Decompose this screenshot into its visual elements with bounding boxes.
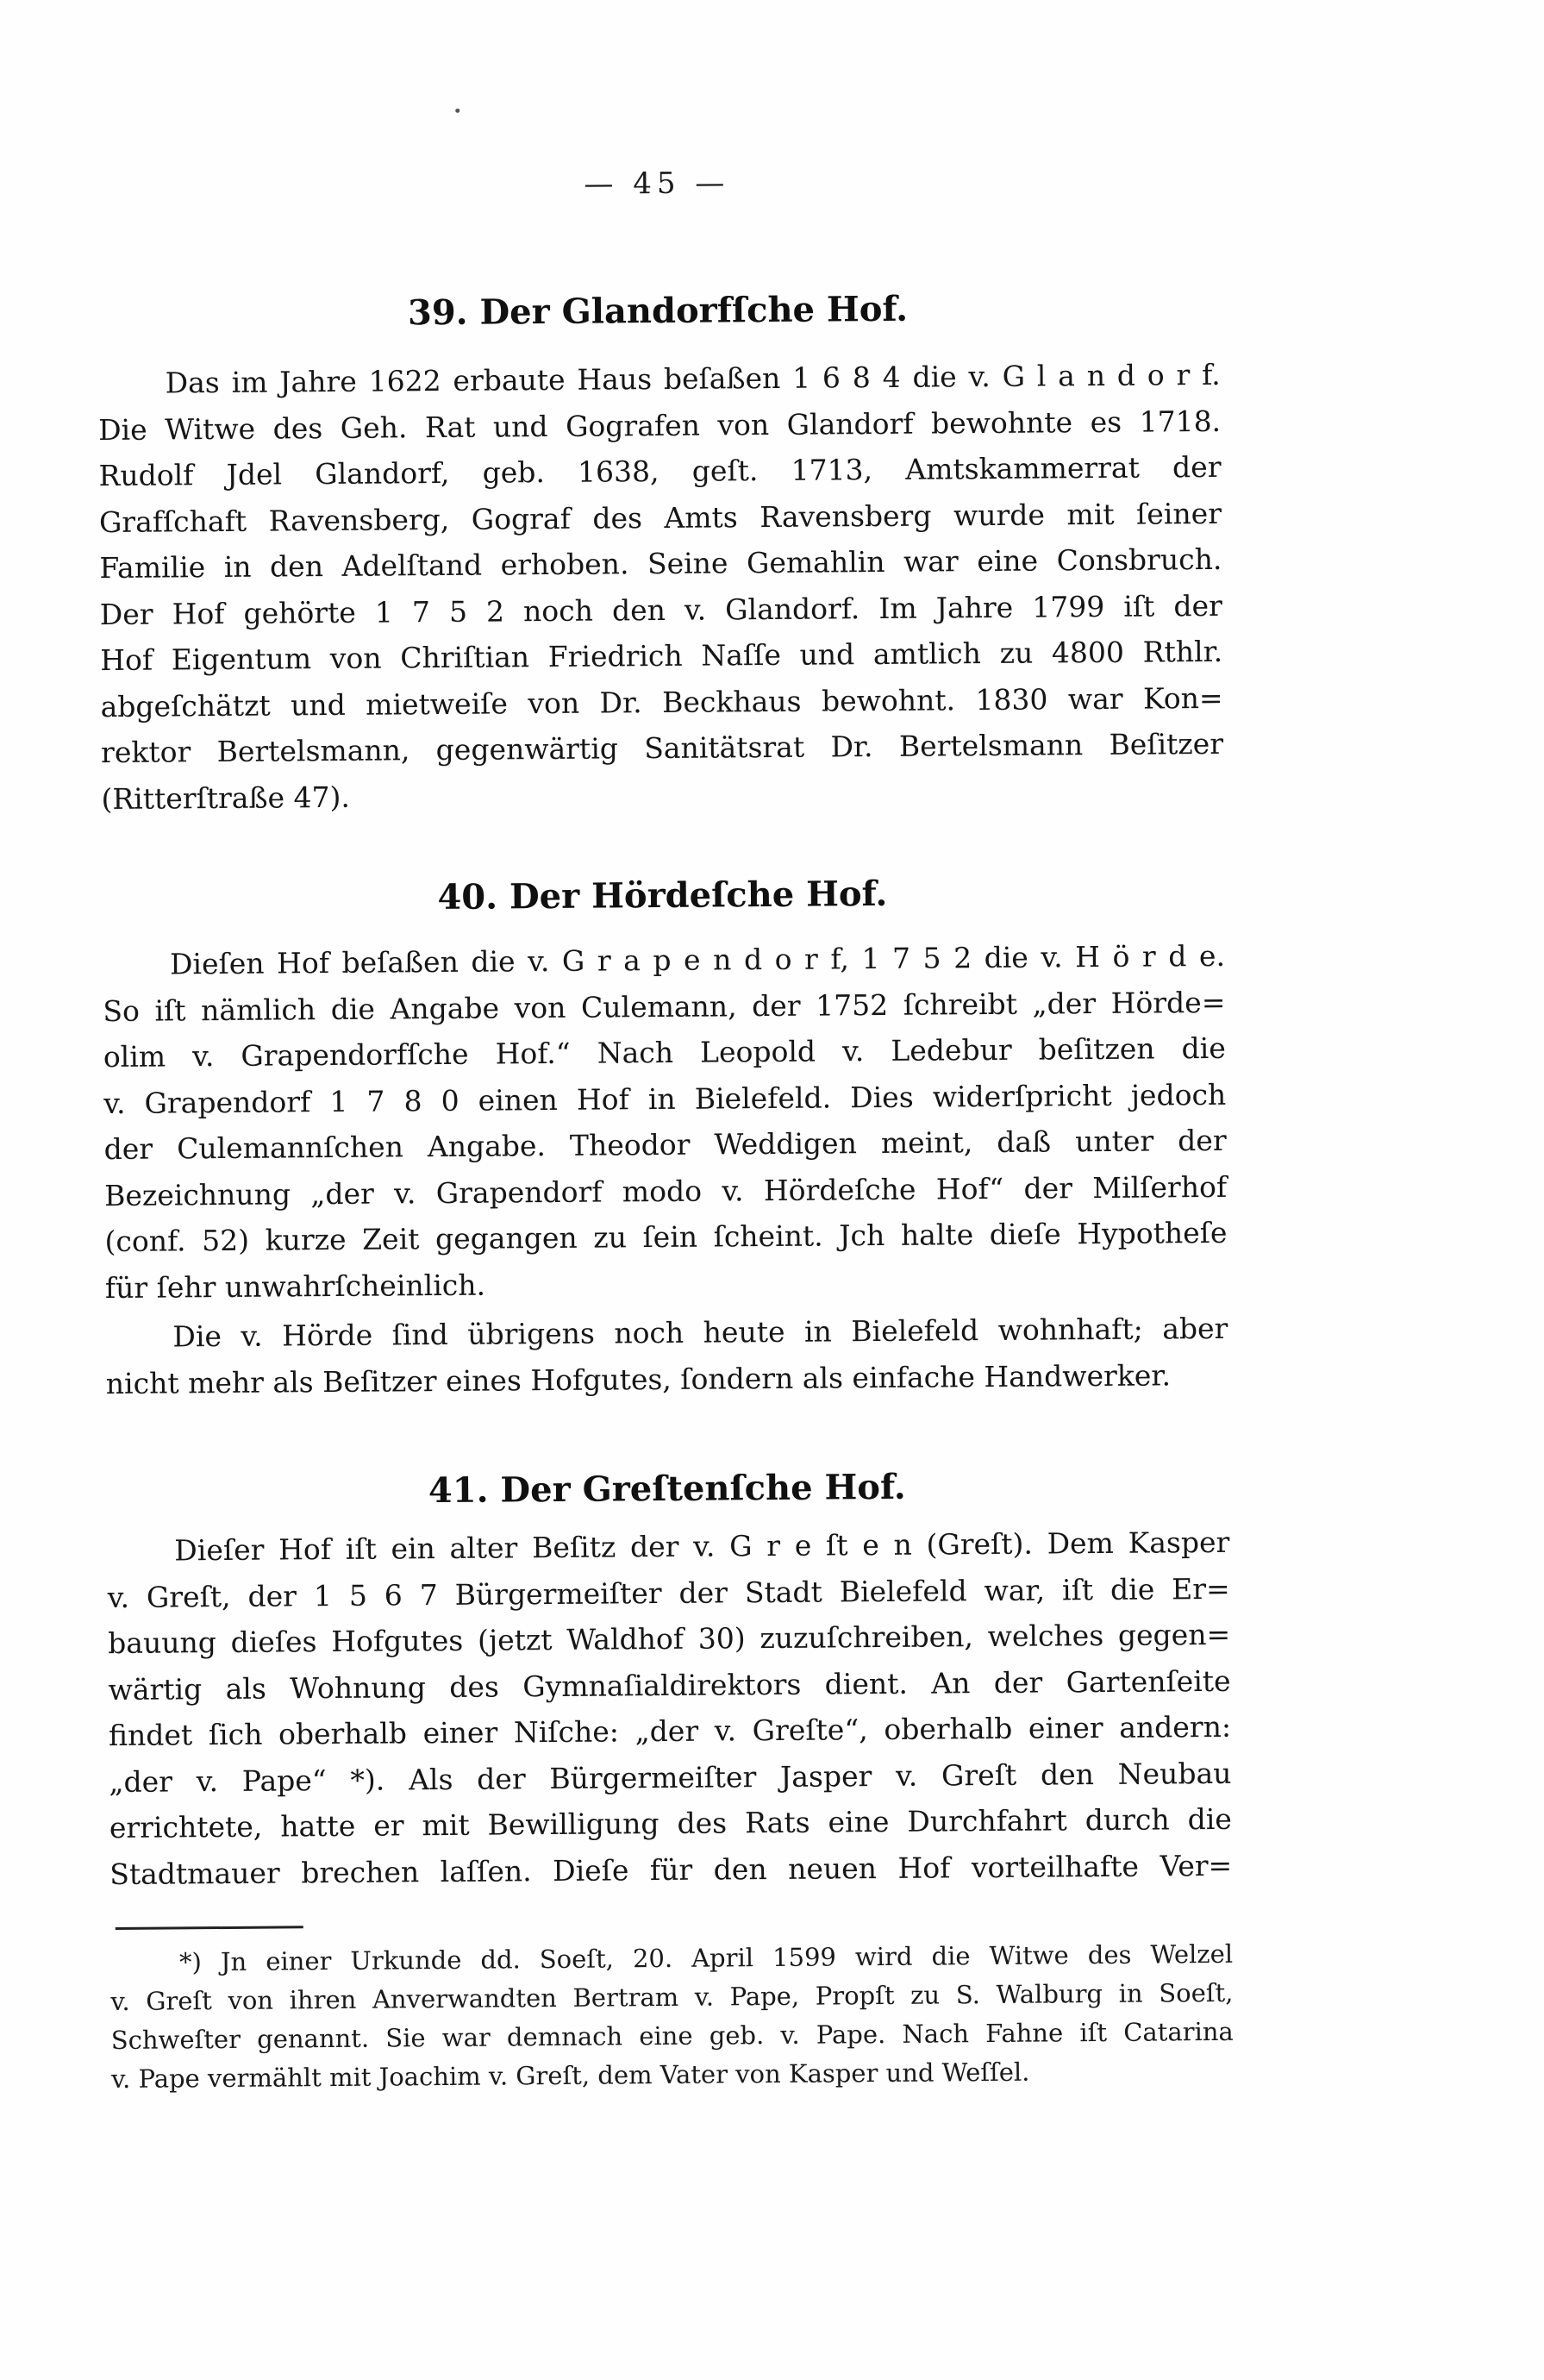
text-line: rektor Bertelsmann, gegenwärtig Sanitätsrat Dr. Bertelsmann Beſitzer — [100, 726, 1224, 770]
text-line: Schweſter genannt. Sie war demnach eine geb. v. Pape. Nach Fahne iſt Catarina — [110, 2016, 1234, 2056]
text-line: „der v. Pape“ *). Als der Bürgermeiſter Jasper v. Greſt den Neubau — [109, 1756, 1232, 1799]
scan-speck — [455, 109, 459, 113]
text-line: Hof Eigentum von Chriſtian Friedrich Naſſe und amtlich zu 4800 Rthlr. — [100, 634, 1223, 678]
footnote — [110, 1935, 1234, 2099]
text-line: *) Jn einer Urkunde dd. Soeſt, 20. April 1599 wird die Witwe des Welzel — [178, 1938, 1234, 1977]
text-line: abgeſchätzt und mietweiſe von Dr. Beckhaus bewohnt. 1830 war Kon= — [100, 680, 1223, 723]
text-line: Der Hof gehörte 1 7 5 2 noch den v. Glandorf. Im Jahre 1799 iſt der — [99, 588, 1222, 631]
text-line: Familie in den Adelſtand erhoben. Seine Gemahlin war eine Consbruch. — [99, 542, 1222, 586]
text-line: für ſehr unwahrſcheinlich. — [104, 1268, 486, 1305]
section-39-paragraph — [98, 352, 1224, 822]
section-heading-41: 41. Der Greſtenſche Hof. — [428, 1466, 906, 1512]
text-line: olim v. Grapendorfſche Hof.“ Nach Leopold v. Ledebur beſitzen die — [103, 1030, 1226, 1074]
text-line: Rudolf Jdel Glandorf, geb. 1638, geſt. 1713, Amtskammerrat der — [98, 449, 1222, 493]
text-line: findet ſich oberhalb einer Niſche: „der v. Greſte“, oberhalb einer andern: — [108, 1709, 1232, 1753]
text-line: der Culemannſchen Angabe. Theodor Weddigen meint, daß unter der — [103, 1123, 1227, 1167]
text-line: Grafſchaft Ravensberg, Gograf des Amts Ravensberg wurde mit ſeiner — [98, 496, 1222, 539]
text-line: Die Witwe des Geh. Rat und Gografen von Glandorf bewohnte es 1718. — [97, 404, 1222, 447]
text-line: v. Grapendorf 1 7 8 0 einen Hof in Bielefeld. Dies widerſpricht jedoch — [103, 1077, 1227, 1120]
text-line: Die v. Hörde ſind übrigens noch heute in Bielefeld wohnhaft; aber — [172, 1311, 1228, 1354]
text-line: Stadtmauer brechen laſſen. Dieſe für den neuen Hof vorteilhafte Ver= — [109, 1848, 1233, 1891]
text-line: errichtete, hatte er mit Bewilligung des Rats eine Durchfahrt durch die — [109, 1801, 1232, 1845]
text-line: v. Greſt von ihren Anverwandten Bertram v. Pape, Propſt zu S. Walburg in Soeſt, — [110, 1977, 1234, 2017]
text-line: Dieſen Hof beſaßen die v. G r a p e n d o r f, 1 7 5 2 die v. H ö r d e. — [169, 938, 1226, 981]
text-line: wärtig als Wohnung des Gymnaſialdirektors dient. An der Gartenſeite — [108, 1663, 1231, 1707]
section-41-paragraph — [107, 1519, 1232, 1897]
text-line: (Ritterſtraße 47). — [101, 780, 351, 816]
text-line: Das im Jahre 1622 erbaute Haus beſaßen 1 6 8 4 die v. G l a n d o r f. — [165, 357, 1221, 400]
section-40-paragraph-2 — [105, 1306, 1228, 1406]
text-line: v. Greſt, der 1 5 6 7 Bürgermeiſter der Stadt Bielefeld war, iſt die Er= — [107, 1571, 1230, 1614]
text-line: bauung dieſes Hofgutes (jetzt Waldhof 30) zuzuſchreiben, welches gegen= — [108, 1617, 1231, 1661]
text-line: So iſt nämlich die Angabe von Culemann, der 1752 ſchreibt „der Hörde= — [103, 985, 1226, 1028]
text-line: Dieſer Hof iſt ein alter Beſitz der v. G r e ſt e n (Greſt). Dem Kasper — [174, 1525, 1230, 1568]
footnote-separator-rule — [116, 1926, 303, 1930]
section-40-paragraph-1 — [103, 933, 1228, 1311]
text-line: (conf. 52) kurze Zeit gegangen zu ſein ſcheint. Jch halte dieſe Hypotheſe — [104, 1215, 1228, 1259]
page-number: — 45 — — [584, 166, 730, 202]
text-line: Bezeichnung „der v. Grapendorf modo v. Hördeſche Hof“ der Milſerhof — [103, 1169, 1228, 1212]
text-line: v. Pape vermählt mit Joachim v. Greſt, dem Vater von Kasper und Weſſel. — [111, 2057, 1030, 2095]
text-line: nicht mehr als Beſitzer eines Hofgutes, ſondern als einfache Handwerker. — [105, 1357, 1172, 1400]
section-heading-39: 39. Der Glandorfſche Hof. — [407, 288, 909, 334]
section-heading-40: 40. Der Hördeſche Hof. — [437, 873, 888, 918]
